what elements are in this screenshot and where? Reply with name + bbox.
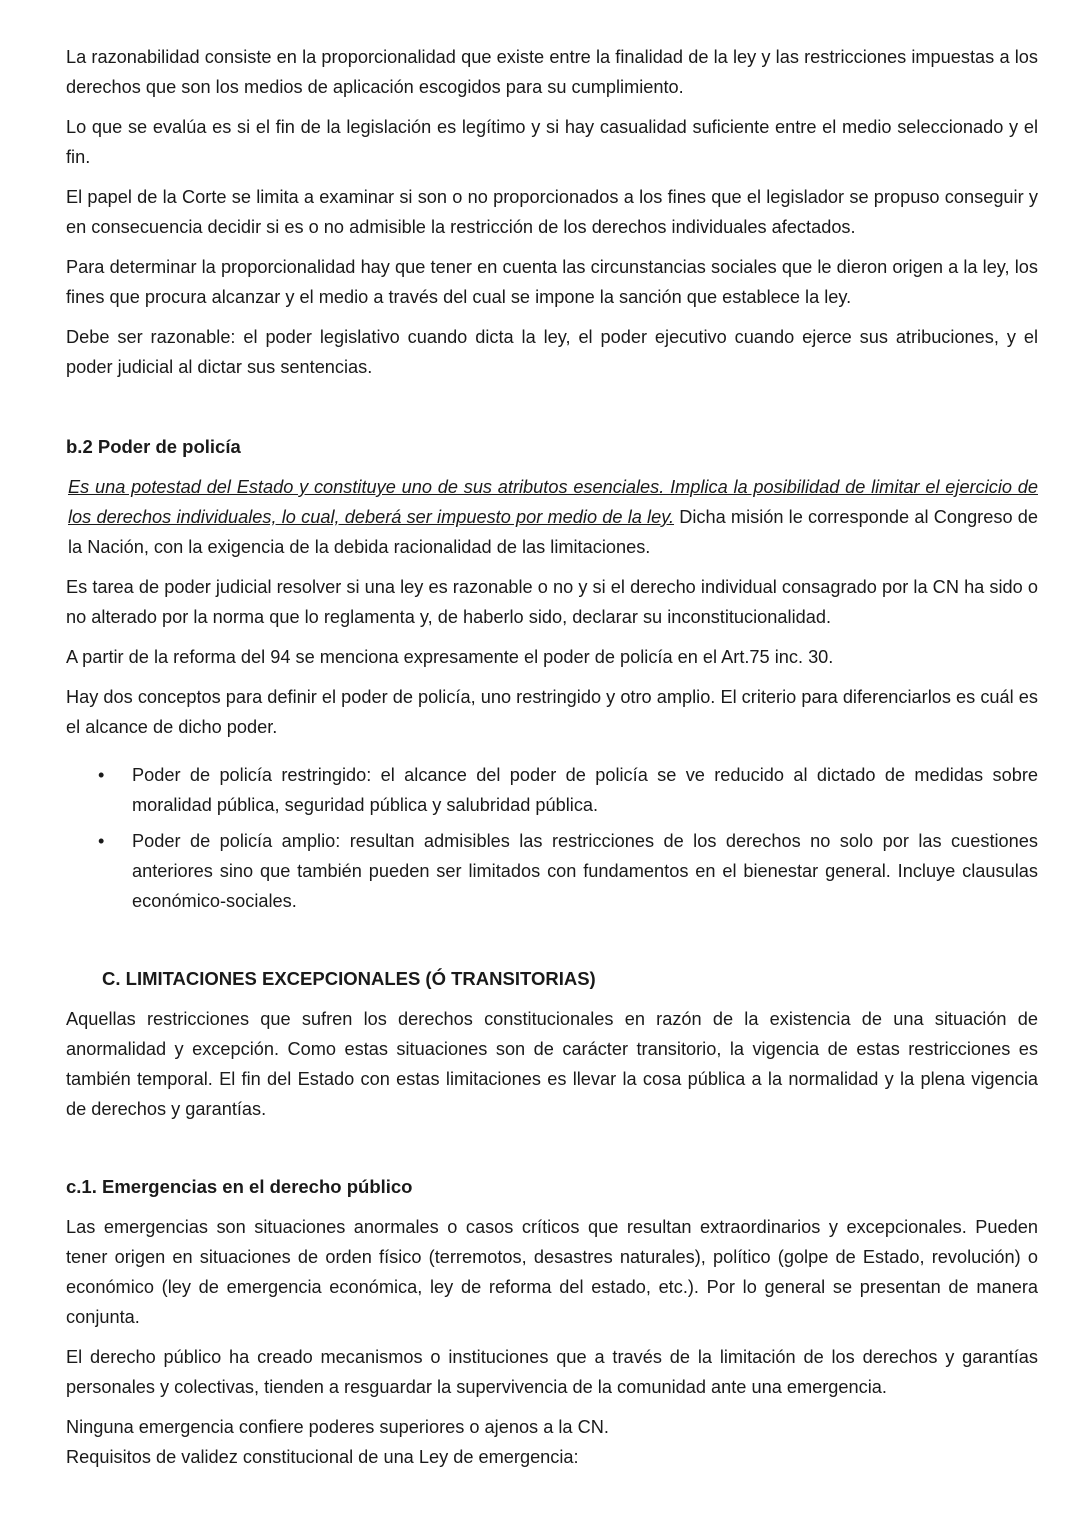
b2-intro-rest: Dicha misión le corresponde al Congreso de la Nación, con la exigencia de la debida racionalidad de las limitaciones. [68,507,1038,557]
paragraph-papel-corte: El papel de la Corte se limita a examinar si son o no proporcionados a los fines que el legislador se propuso conseguir y en consecuencia decidir si es o no admisible la restricción de los derechos individuales afectados. [66,187,1038,237]
heading-c: C. LIMITACIONES EXCEPCIONALES (Ó TRANSITORIAS) [102,968,596,989]
paragraph-dos-conceptos: Hay dos conceptos para definir el poder de policía, uno restringido y otro amplio. El criterio para diferenciarlos es cuál es el alcance de dicho poder. [66,687,1038,737]
bullet-list-poder-policia [66,760,1038,916]
paragraph-debe-ser-razonable: Debe ser razonable: el poder legislativo cuando dicta la ley, el poder ejecutivo cuando ejerce sus atribuciones, y el poder judicial al dictar sus sentencias. [66,327,1038,377]
paragraph-derecho-publico: El derecho público ha creado mecanismos o instituciones que a través de la limitación de los derechos y garantías personales y colectivas, tienden a resguardar la supervivencia de la comunidad ante una emergencia. [66,1347,1038,1397]
b2-intro-underlined: Es una potestad del Estado y constituye uno de sus atributos esenciales. Implica la posibilidad de limitar el ejercicio de los derechos individuales, lo cual, deberá ser impuesto por medio de la ley. [68,477,1038,527]
paragraph-emergencias: Las emergencias son situaciones anormales o casos críticos que resultan extraordinarios y excepcionales. Pueden tener origen en situaciones de orden físico (terremotos, desastres naturales), político (golpe de Estado, revolución) o económico (ley de emergencia económica, ley de reforma del estado, etc.). Por lo general se presentan de manera conjunta. [66,1217,1038,1327]
bullet-text: Poder de policía amplio: resultan admisibles las restricciones de los derechos no solo por las cuestiones anteriores sino que también pueden ser limitados con fundamentos en el bienestar general. Incluye clausulas económico-sociales. [132,831,1038,911]
paragraph-c: Aquellas restricciones que sufren los derechos constitucionales en razón de la existencia de una situación de anormalidad y excepción. Como estas situaciones son de carácter transitorio, la vigencia de estas restricciones es también temporal. El fin del Estado con estas limitaciones es llevar la cosa pública a la normalidad y la plena vigencia de derechos y garantías. [66,1009,1038,1119]
heading-c1: c.1. Emergencias en el derecho público [66,1176,413,1197]
bullet-text: Poder de policía restringido: el alcance del poder de policía se ve reducido al dictado de medidas sobre moralidad pública, seguridad pública y salubridad pública. [132,765,1038,815]
paragraph-tarea-judicial: Es tarea de poder judicial resolver si una ley es razonable o no y si el derecho individual consagrado por la CN ha sido o no alterado por la norma que lo reglamenta y, de haberlo sido, declarar su inconstitucionalidad. [66,577,1038,627]
bullet-icon: • [98,831,105,851]
paragraph-proporcionalidad: Para determinar la proporcionalidad hay que tener en cuenta las circunstancias sociales que le dieron origen a la ley, los fines que procura alcanzar y el medio a través del cual se impone la sanción que establece la ley. [66,257,1038,307]
paragraph-b2-intro [66,472,1038,562]
paragraph-evaluacion: Lo que se evalúa es si el fin de la legislación es legítimo y si hay casualidad suficiente entre el medio seleccionado y el fin. [66,117,1038,167]
bullet-icon: • [98,765,105,785]
list-item [98,760,1038,820]
paragraph-reforma-94: A partir de la reforma del 94 se menciona expresamente el poder de policía en el Art.75 inc. 30. [66,647,834,667]
paragraph-razonabilidad: La razonabilidad consiste en la proporcionalidad que existe entre la finalidad de la ley y las restricciones impuestas a los derechos que son los medios de aplicación escogidos para su cumplimiento. [66,47,1038,97]
paragraph-requisitos: Requisitos de validez constitucional de una Ley de emergencia: [66,1447,579,1467]
heading-b2: b.2 Poder de policía [66,436,241,457]
paragraph-ninguna-emergencia: Ninguna emergencia confiere poderes superiores o ajenos a la CN. [66,1417,609,1437]
list-item [98,826,1038,916]
